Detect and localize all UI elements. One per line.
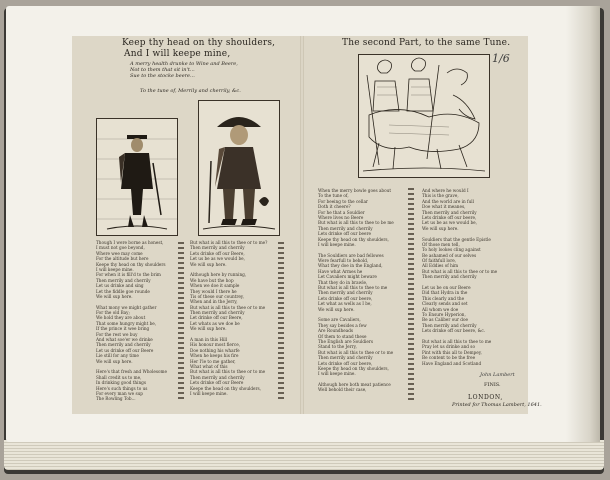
right-title: The second Part, to the same Tune. — [342, 38, 511, 48]
page-gutter — [566, 6, 600, 442]
imprint-london: LONDON, — [468, 394, 503, 401]
right-refrain-2a: Then merrily and cherrily — [318, 290, 373, 296]
handwritten-folio-number: 1/6 — [492, 52, 510, 65]
left-tune: To the tune of, Merrily and cherrily, &c. — [140, 88, 241, 94]
right-refrain-3b: I will keepe mine. — [318, 371, 356, 377]
left-verse-col-1: Though I were borne as honest, I must not goe beyond, Where wee may come For the altitude but here Keepe thy head on thy shoulders I will keepe mine. For when it is fill'd to the brim Then merrily and cherrily Let us drinke and sing Let the fiddle goe rounde We will sup here. What mony we might gather For the old Bay; We hold they are about That some hungry might be, If the prince it wee bring For the rest we buy And what soe'er we drinke Then merrily and cherrily Let us drinke off our Beere Lie still for any time We will sup here. Here's that fresh and Wholesome Shall credit us to me, In drinking good things Here's such things to us For every man we sup The Rowling Tob... — [96, 240, 176, 402]
left-border-ornament-1 — [178, 242, 184, 402]
right-refrain-1b: I will keepe mine. — [318, 241, 356, 247]
right-verse-col-2: And where he would I This is the grave, And the world are in full Doe what it meanes, Then merrily and cherrily Lets drinke off our beere, Let us be as we would be, We will sup here. Souldiers that the gentle Epistle Of those men tell, To holy lookes cling against Be ashamed of our selves Of faithfull lore, All Eddies of him But what is all this to thee or to me Then merrily and cherrily Let us be on our Beere Did that Hydra in the This clearly and the Clearly sends and set All whom we doe To Ensure Hyperion, Be as Caliber our doe Then merrily and cherrily Lets drinke off our beere, &c. But what is all this to thee to me Pray let us drinke and so Pint with this all to Dempey, Be content to be the free Have England and Scotland — [422, 188, 516, 366]
left-subtitle-3: Sue to the stocke beere... — [130, 73, 195, 79]
left-verse-col-2: But what is all this to thee or to me? Then merrily and cherrily Lets drinke off our Beere, Let us be as we would be, We will sup here. Although here by running, We have but the hop When we doe it sample They would I there he Tis of these our countrey, When and in the Jerry, But what is all this to thee or to me Then merrily and cherrily Let drinke off our Beere, Let whats as we doe be We will sup here. A man in this Hill His honour most fierce, Doe nothing his wharfe When he keeps his fire Her I'le to me gather, What what of this But what is all this to thee or to me Then merrily and cherrily Lets drinke off our Beere Keepe the head on thy shoulders, I will keepe mine. — [190, 240, 274, 396]
left-title-line1: Keep thy head on thy shoulders, — [122, 38, 276, 48]
right-verse-col-1: When the merry bowle goes about To the tune of, For beeing to the cellar Doth it cheere? For he that a Souldier Where lives no Beere But what is all this to thee to be me Then merrily and cherrily Lets drinke off our beere Keepe thy head on thy shoulders, I will keepe mine. The Souldiers are bad fellowes Were fearfull to behold, What they doe in the England, Have what Armes he Let Cavaliers might beware That they do in brawle, But what is all this to thee to me Then merrily and cherrily Lets drinke off our beere, Let what as wells as I be, We will sup here. Some are Cavaliers, They say besides a few Are Roundheads Of them to stand these The English are Souldiers Stand to the Jerry, But what is all this to thee or to me Then merrily and cherrily Lets drinke off our beere, Keepe thy head on thy shoulders, I will keepe mine. Although here both meat patience Well behold their case, — [318, 188, 408, 393]
left-refrain-5a: Then merrily and cherrily — [190, 374, 245, 380]
right-border-ornament-1 — [408, 188, 414, 402]
broadside-sheet — [72, 36, 542, 414]
right-refrain-5a: Then merrily and cherrily — [422, 274, 477, 280]
left-refrain-3b: We will sup here. — [190, 261, 227, 267]
woodcut-knights — [358, 54, 490, 178]
left-refrain-3a: Then merrily and cherrily — [190, 245, 245, 251]
left-title-line2: And I will keepe mine, — [124, 49, 231, 59]
left-refrain-4a: Then merrily and cherrily — [190, 310, 245, 316]
finis: FINIS. — [484, 382, 501, 388]
left-refrain-1b: We will sup here. — [96, 293, 133, 299]
left-refrain-4b: We will sup here. — [190, 326, 227, 332]
woodcut-gentleman — [96, 118, 178, 236]
imprint-printer: Printed for Thomas Lambert, 1641. — [452, 402, 542, 408]
right-refrain-2b: We will sup here. — [318, 306, 355, 312]
left-border-ornament-2 — [278, 242, 284, 402]
right-refrain-4b: We will sup here. — [422, 225, 459, 231]
left-refrain-5b: I will keepe mine. — [190, 390, 228, 396]
left-refrain-2b: We will sup here. — [96, 358, 133, 364]
left-subtitle-2: Not to them that sit in't... — [130, 67, 195, 73]
left-subtitle: A merry health drunke to Wine and Beere, — [130, 61, 238, 67]
right-refrain-1a: Then merrily and cherrily — [318, 225, 373, 231]
woodcut-cavalier — [198, 100, 280, 236]
signature: John Lambert — [480, 372, 515, 378]
left-refrain-2a: Then merrily and cherrily — [96, 342, 151, 348]
right-refrain-4a: Then merrily and cherrily — [422, 209, 477, 215]
right-refrain-3a: Then merrily and cherrily — [318, 355, 373, 361]
book-page-edges — [4, 440, 604, 470]
left-refrain-1a: Then merrily and cherrily — [96, 277, 151, 283]
sheet-crease — [300, 36, 304, 414]
